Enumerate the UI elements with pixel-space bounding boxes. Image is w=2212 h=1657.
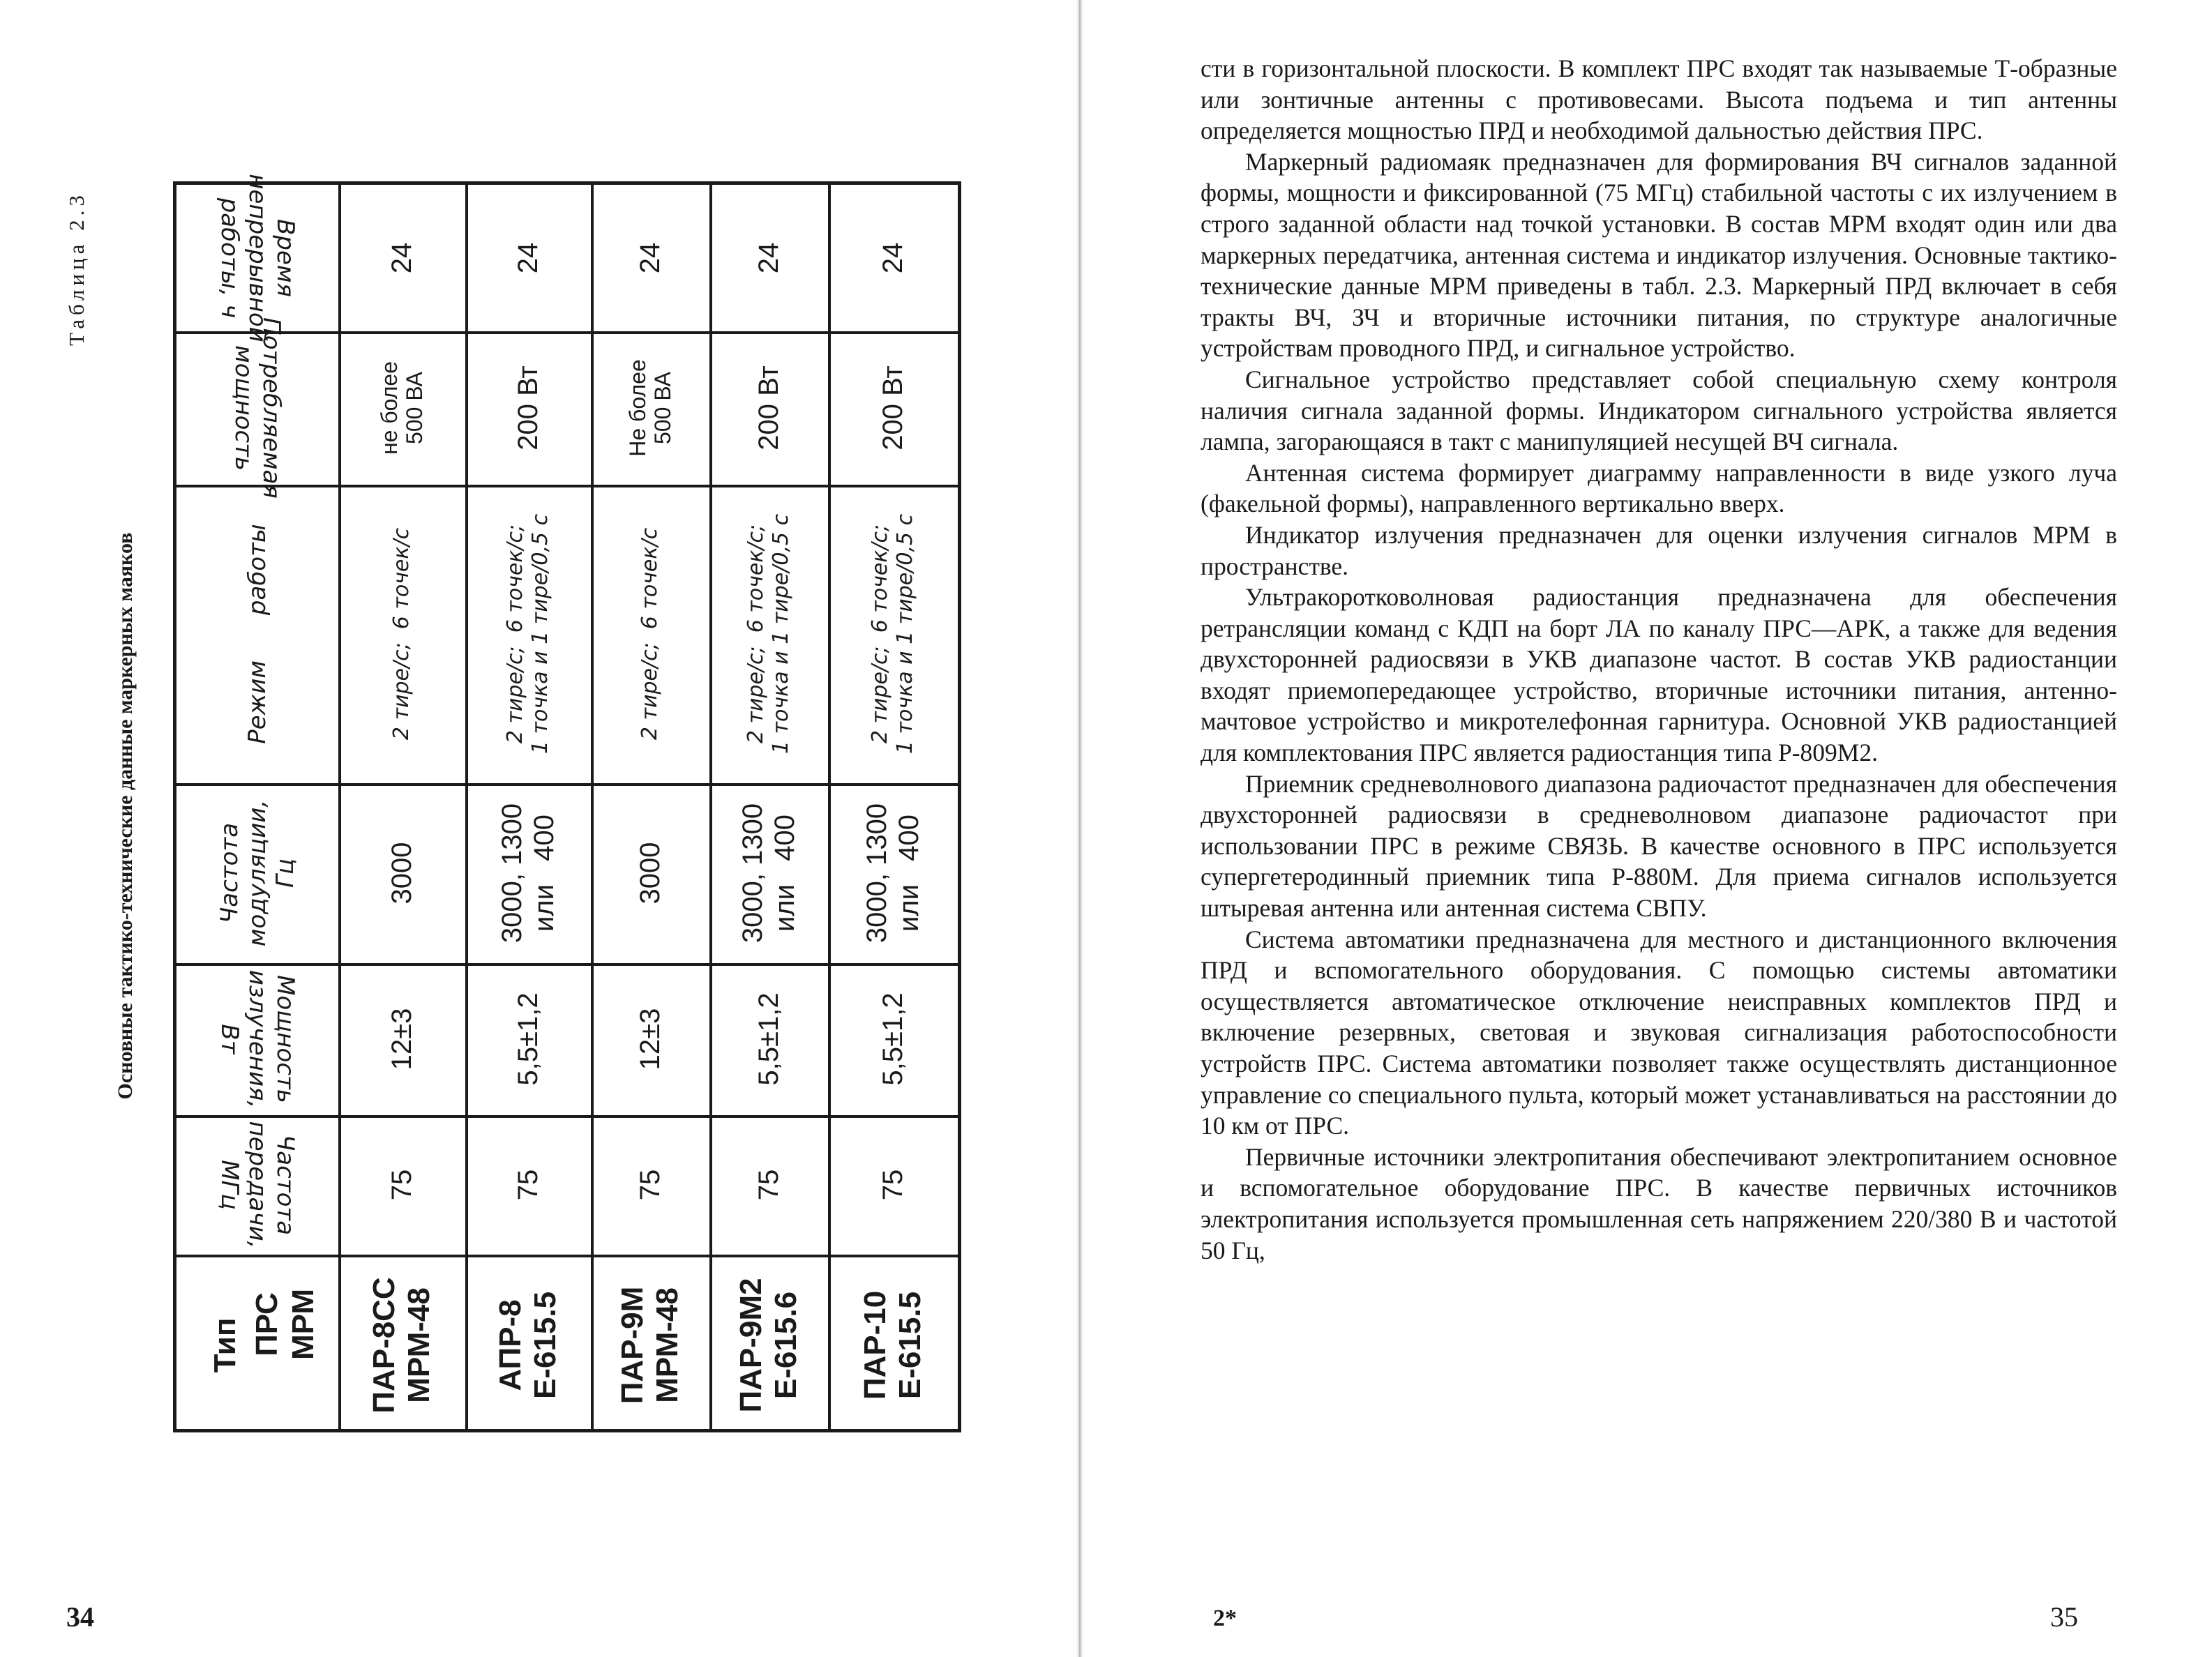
header-type: Тип ПРС МРМ — [208, 1288, 320, 1373]
row-1-power: 12±3 — [386, 1008, 417, 1070]
row-4-type: ПАР-9М2 Е-615.6 — [734, 1278, 803, 1413]
page-number-left: 34 — [66, 1601, 94, 1633]
specs-table — [173, 174, 961, 1432]
paragraph: Первичные источники электропитания обеспечивают электропитанием основное и вспомогательное оборудование ПРС. В качестве первичных источников электропитания используется промышленная сеть напряжением 220/380 В и частотой 50 Гц, — [1201, 1142, 2117, 1264]
row-1-readiness: 24 — [386, 242, 417, 274]
row-5-readiness: 24 — [878, 242, 908, 274]
header-power: Мощность излучения, Вт — [216, 969, 299, 1109]
book-gutter — [1076, 0, 1083, 1657]
page-number-right: 35 — [2050, 1601, 2078, 1633]
row-4-power: 5,5±1,2 — [753, 992, 784, 1086]
paragraph: сти в горизонтальной плоскости. В комплект ПРС входят так называемые Т-образные или зонтичные антенны с противовесами. Высота подъема и тип антенны определяется мощностью ПРД и необходимой дальностью действия ПРС. — [1201, 54, 2117, 145]
row-4-frequency: 75 — [753, 1169, 784, 1201]
row-2-type: АПР-8 Е-615.5 — [493, 1291, 562, 1400]
row-2-modulation: 3000, 1300 или 400 — [497, 803, 559, 944]
right-page — [1083, 0, 2212, 1657]
paragraph: Ультракоротковолновая радиостанция предназначена для обеспечения ретрансляции команд с КДП на борт ЛА по каналу ПРС—АРК, а также для ведения двухсторонней радиосвязи в УКВ диапазоне частот. В состав УКВ радиостанции входят приемопередающее устройство, вторичные источники питания, антенно-мачтовое устройство и микротелефонная гарнитура. Основной УКВ радиостанцией для комплектования ПРС является радиостанция типа Р-809М2. — [1201, 583, 2117, 767]
row-3-readiness: 24 — [635, 242, 665, 274]
header-readiness: Время непрерывной работы, ч — [216, 174, 299, 342]
row-4-mode: 2 тире/с; 6 точек/с; 1 точка и 1 тире/0,5 с — [744, 513, 793, 755]
header-consumption: Потребляемая мощность — [230, 317, 285, 499]
paragraph: Индикатор излучения предназначен для оценки излучения сигналов МРМ в пространстве. — [1201, 520, 2117, 580]
row-1-type: ПАР-8СС МРМ-48 — [367, 1277, 436, 1414]
row-3-modulation: 3000 — [635, 842, 665, 905]
row-4-readiness: 24 — [753, 242, 784, 274]
header-modulation: Частота модуляции, Гц — [216, 799, 299, 947]
table-label: Таблица 2.3 — [64, 191, 89, 346]
paragraph: Маркерный радиомаяк предназначен для формирования ВЧ сигналов заданной формы, мощности и фиксированной (75 МГц) стабильной частоты с их излучением в строго заданной области над точкой установки. В состав МРМ входят один или два маркерных передатчика, антенная система и индикатор излучения. Основные тактико-технические данные МРМ приведены в табл. 2.3. Маркерный ПРД включает в себя тракты ВЧ, ЗЧ и вторичные источники питания, по структуре аналогичные устройствам проводного ПРД, и сигнальное устройство. — [1201, 147, 2117, 363]
paragraph: Сигнальное устройство представляет собой специальную схему контроля наличия сигнала заданной формы. Индикатором сигнального устройства является лампа, загорающаяся в такт с манипуляцией несущей ВЧ сигнала. — [1201, 365, 2117, 456]
row-1-frequency: 75 — [386, 1169, 417, 1201]
row-2-readiness: 24 — [513, 242, 543, 274]
paragraph: Приемник средневолнового диапазона радиочастот предназначен для обеспечения двухсторонней радиосвязи в средневолновом диапазоне радиочастот при использовании ПРС в режиме СВЯЗЬ. В качестве основного в ПРС используется супергетеродинный приемник типа Р-880М. Для приема сигналов используется штыревая антенна или антенная система СВПУ. — [1201, 769, 2117, 923]
row-2-mode: 2 тире/с; 6 точек/с; 1 точка и 1 тире/0,5 с — [503, 513, 552, 755]
paragraph: Система автоматики предназначена для местного и дистанционного включения ПРД и вспомогательного оборудования. С помощью системы автоматики осуществляется автоматическое отключение неисправных комплектов ПРД и включение резервных, световая и звуковая сигнализация работоспособности устройств ПРС. Система автоматики позволяет также осуществлять дистанционное управление со специального пульта, который может устанавливаться на расстоянии до 10 км от ПРС. — [1201, 925, 2117, 1140]
row-5-mode: 2 тире/с; 6 точек/с; 1 точка и 1 тире/0,5 с — [868, 513, 917, 755]
row-5-type: ПАР-10 Е-615.5 — [858, 1290, 927, 1400]
row-2-consumption: 200 Вт — [513, 365, 543, 451]
row-4-consumption: 200 Вт — [753, 365, 784, 451]
row-2-power: 5,5±1,2 — [513, 992, 543, 1086]
row-1-mode: 2 тире/с; 6 точек/с — [389, 527, 414, 741]
row-4-modulation: 3000, 1300 или 400 — [737, 803, 800, 944]
signature-mark: 2* — [1213, 1605, 1237, 1631]
row-3-power: 12±3 — [635, 1008, 665, 1070]
row-1-consumption: не более 500 ВА — [377, 361, 427, 455]
paragraph: Антенная система формирует диаграмму направленности в виде узкого луча (факельной формы), направленного вертикально вверх. — [1201, 458, 2117, 518]
row-5-consumption: 200 Вт — [878, 365, 908, 451]
row-3-type: ПАР-9М МРМ-48 — [615, 1286, 684, 1405]
row-3-mode: 2 тире/с; 6 точек/с — [638, 527, 662, 741]
row-5-frequency: 75 — [878, 1169, 908, 1201]
row-1-modulation: 3000 — [386, 842, 417, 905]
row-2-frequency: 75 — [513, 1169, 543, 1201]
left-page — [0, 0, 1076, 1657]
row-5-power: 5,5±1,2 — [878, 992, 908, 1086]
row-3-frequency: 75 — [635, 1169, 665, 1201]
table-title: Основные тактико-технические данные маркерных маяков — [114, 532, 137, 1100]
body-text — [1201, 53, 2117, 1266]
row-3-consumption: Не более 500 ВА — [625, 359, 675, 457]
header-frequency: Частота передачи, МГц — [216, 1121, 299, 1249]
row-5-modulation: 3000, 1300 или 400 — [862, 803, 924, 944]
header-mode: Режим работы — [243, 524, 271, 744]
